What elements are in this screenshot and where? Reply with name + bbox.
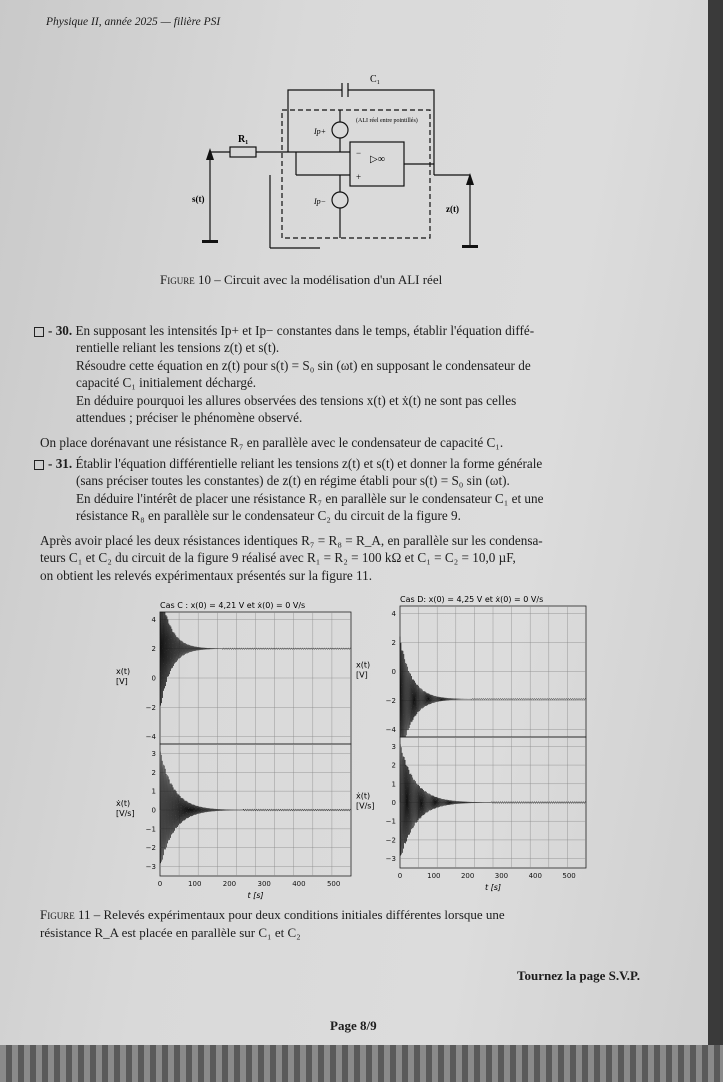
y-tick-label: −3 — [385, 855, 396, 864]
y-tick-label: −3 — [145, 863, 156, 872]
x-tick-label: 100 — [188, 880, 202, 888]
x-axis-label: t [s] — [247, 891, 264, 900]
q30-number: - 30. — [48, 323, 73, 338]
y-axis-label: ẋ(t) — [356, 791, 371, 801]
question-30 — [34, 322, 674, 426]
q31-line1: Établir l'équation différentielle reliant les tensions z(t) et s(t) et donner la forme générale — [75, 456, 543, 471]
y-tick-label: 0 — [391, 668, 396, 676]
q30-line1: En supposant les intensités Ip+ et Ip− constantes dans le temps, établir l'équation diffé- — [75, 323, 535, 338]
figure11-caption — [40, 906, 670, 942]
y-tick-label: 1 — [151, 787, 156, 796]
figure10-text: – Circuit avec la modélisation d'un ALI réel — [210, 272, 443, 287]
page-edge-background — [0, 1045, 723, 1082]
amp-symbol: ▷∞ — [370, 154, 385, 165]
y-axis-label: x(t) — [116, 667, 131, 676]
page-header: Physique II, année 2025 — filière PSI — [46, 16, 221, 28]
y-tick-label: −2 — [145, 844, 156, 853]
x-tick-label: 200 — [460, 872, 475, 880]
paragraph-2 — [40, 532, 670, 584]
q30-line3: Résoudre cette équation en z(t) pour s(t) = S₀ sin (ωt) en supposant le condensateur de — [76, 357, 531, 373]
y-tick-label: −2 — [145, 703, 156, 712]
y-tick-label: 4 — [391, 609, 396, 618]
checkbox-icon — [34, 460, 44, 470]
y-tick-label: 4 — [151, 615, 156, 624]
page-number: Page 8/9 — [330, 1018, 377, 1033]
s-label: s(t) — [192, 194, 205, 204]
chart-title: Cas D: x(0) = 4,25 V et ẋ(0) = 0 V/s — [400, 595, 544, 604]
plus-sign: + — [356, 172, 362, 182]
y-tick-label: −1 — [385, 817, 396, 826]
x-tick-label: 200 — [222, 880, 237, 888]
figure10-label: Figure 10 — [160, 272, 211, 287]
q30-line4: capacité C₁ initialement déchargé. — [76, 375, 257, 391]
y-axis-unit: [V] — [116, 677, 128, 686]
plot-case-c — [112, 598, 357, 910]
q31-number: - 31. — [48, 456, 73, 471]
y-tick-label: 0 — [151, 674, 156, 683]
figure11-label: Figure 11 — [40, 907, 91, 922]
x-axis-label: t [s] — [484, 883, 502, 892]
turn-page-note: Tournez la page S.V.P. — [517, 968, 641, 983]
y-tick-label: −1 — [145, 825, 156, 834]
y-axis-unit: [V/s] — [356, 801, 375, 811]
circuit-diagram — [192, 70, 490, 260]
x-tick-label: 500 — [326, 880, 341, 888]
ip-plus-label: Ip+ — [314, 127, 327, 136]
y-axis-unit: [V/s] — [116, 809, 135, 818]
y-tick-label: −2 — [385, 697, 396, 706]
ip-minus-label: Ip− — [314, 197, 327, 206]
plot-case-d — [352, 592, 592, 902]
y-axis-label: x(t) — [356, 660, 371, 670]
r1-label: R₁ — [238, 134, 249, 145]
chart-title: Cas C : x(0) = 4,21 V et ẋ(0) = 0 V/s — [160, 601, 306, 610]
x-tick-label: 300 — [494, 872, 509, 880]
x-tick-label: 300 — [257, 880, 271, 888]
para2-line2: teurs C₁ et C₂ du circuit de la figure 9 réalisé avec R₁ = R₂ = 100 kΩ et C₁ = C₂ = 10,0 µF, — [40, 550, 516, 566]
q31-line3: En déduire l'intérêt de placer une résistance R₇ en parallèle sur le condensateur C₁ et une — [76, 490, 544, 506]
q31-line4: résistance R₈ en parallèle sur le condensateur C₂ du circuit de la figure 9. — [76, 508, 461, 524]
question-31 — [34, 455, 674, 525]
c1-label: C₁ — [370, 74, 381, 85]
y-axis-label: ẋ(t) — [116, 799, 131, 808]
x-tick-label: 400 — [528, 872, 542, 880]
para2-line3: on obtient les relevés expérimentaux présentés sur la figure 11. — [40, 567, 373, 583]
ali-note: (ALI réel entre pointillés) — [356, 118, 418, 124]
y-tick-label: 2 — [151, 768, 156, 777]
y-tick-label: 2 — [391, 638, 396, 647]
y-tick-label: 1 — [391, 780, 396, 789]
figure11-text: – Relevés expérimentaux pour deux conditions initiales différentes lorsque une — [90, 907, 505, 922]
plot-case-d-svg — [352, 592, 592, 902]
minus-sign: − — [356, 148, 362, 158]
figure10-caption — [160, 272, 442, 288]
paragraph-1: On place dorénavant une résistance R₇ en parallèle avec le condensateur de capacité C₁. — [40, 435, 504, 450]
y-tick-label: −4 — [145, 733, 156, 742]
y-tick-label: 0 — [391, 799, 396, 807]
x-tick-label: 0 — [157, 880, 163, 888]
q30-line5: En déduire pourquoi les allures observées des tensions x(t) et ẋ(t) ne sont pas celles — [76, 392, 517, 408]
y-axis-unit: [V] — [356, 670, 368, 680]
q30-line6: attendues ; préciser le phénomène observé. — [76, 410, 303, 426]
q30-line2: rentielle reliant les tensions z(t) et s(t). — [76, 340, 280, 356]
figure11-text2: résistance R_A est placée en parallèle sur C₁ et C₂ — [40, 925, 301, 940]
q31-line2: (sans préciser toutes les constantes) de z(t) en régime établi pour s(t) = S₀ sin (ωt). — [76, 473, 510, 489]
y-tick-label: −4 — [385, 726, 396, 735]
y-tick-label: 0 — [151, 806, 156, 815]
x-tick-label: 500 — [562, 872, 576, 880]
y-tick-label: −2 — [385, 836, 396, 845]
y-tick-label: 3 — [391, 742, 396, 751]
para2-line1: Après avoir placé les deux résistances identiques R₇ = R₈ = R_A, en parallèle sur les condensa- — [40, 533, 543, 548]
z-label: z(t) — [446, 204, 459, 214]
checkbox-icon — [34, 327, 44, 337]
plot-case-c-svg — [112, 598, 357, 910]
x-tick-label: 400 — [292, 880, 306, 888]
y-tick-label: 2 — [151, 645, 156, 654]
y-tick-label: 2 — [391, 761, 396, 770]
x-tick-label: 100 — [427, 872, 441, 880]
x-tick-label: 0 — [397, 872, 403, 880]
y-tick-label: 3 — [151, 749, 156, 758]
